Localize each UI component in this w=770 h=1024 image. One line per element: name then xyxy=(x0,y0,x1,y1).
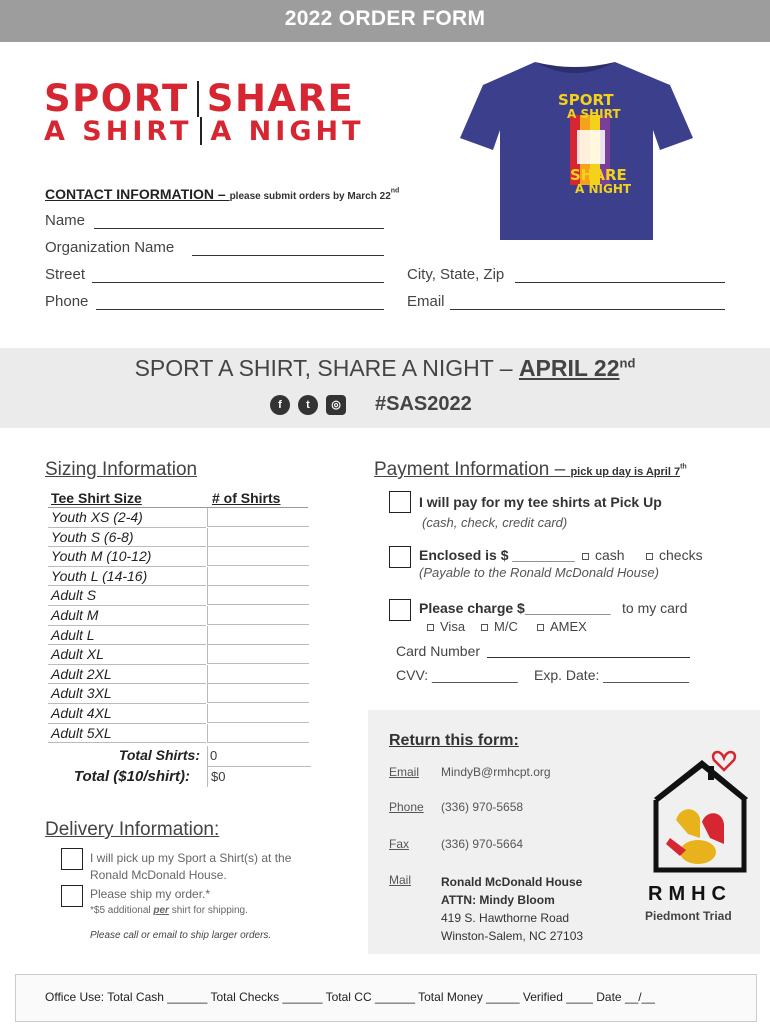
return-fax-value: (336) 970-5664 xyxy=(441,837,524,851)
charge-card-tail: to my card xyxy=(622,600,688,616)
hashtag: #SAS2022 xyxy=(375,393,472,415)
return-email-label: Email xyxy=(389,765,420,779)
rmhc-house-logo xyxy=(640,738,752,888)
ship-label: Please ship my order.* xyxy=(90,887,211,901)
shirt-count-field[interactable] xyxy=(207,528,309,547)
shirt-count-field[interactable] xyxy=(207,508,309,527)
charge-card-checkbox[interactable] xyxy=(389,599,411,621)
shirt-count-field[interactable] xyxy=(207,704,309,723)
city-label: City, State, Zip xyxy=(407,266,505,283)
organization-label: Organization Name xyxy=(45,239,175,256)
size-label: Youth S (6-8) xyxy=(48,528,206,548)
shirt-count-field[interactable] xyxy=(207,626,309,645)
shirt-count-field[interactable] xyxy=(207,645,309,664)
charge-card-label: Please charge $___________ xyxy=(419,600,611,616)
mc-checkbox[interactable] xyxy=(481,624,488,631)
amex-checkbox[interactable] xyxy=(537,624,544,631)
organization-field[interactable] xyxy=(192,255,384,256)
cash-checkbox[interactable] xyxy=(582,553,589,560)
name-label: Name xyxy=(45,212,86,229)
size-label: Adult 3XL xyxy=(48,684,206,704)
size-column-header: Tee Shirt Size xyxy=(51,490,142,506)
street-label: Street xyxy=(45,266,86,283)
card-number-label: Card Number xyxy=(396,643,481,659)
instagram-icon[interactable]: ◎ xyxy=(326,395,346,415)
size-label: Adult 5XL xyxy=(48,724,206,744)
name-field[interactable] xyxy=(94,228,384,229)
return-mail-address: Ronald McDonald House ATTN: Mindy Bloom 419 S. Hawthorne Road Winston-Salem, NC 27103 xyxy=(441,875,584,943)
form-title: 2022 ORDER FORM xyxy=(284,7,486,30)
return-phone-value: (336) 970-5658 xyxy=(441,800,524,814)
total-shirts-label: Total Shirts: xyxy=(118,747,200,763)
pay-at-pickup-note: (cash, check, credit card) xyxy=(422,515,568,530)
size-label: Adult 2XL xyxy=(48,665,206,685)
event-date-text: SPORT A SHIRT, SHARE A NIGHT – APRIL 22nd xyxy=(134,355,636,381)
email-label: Email xyxy=(407,293,445,310)
ship-checkbox[interactable] xyxy=(61,885,83,907)
enclosed-label: Enclosed is $ ________ xyxy=(419,547,575,563)
total-cost-label: Total ($10/shirt): xyxy=(73,768,190,785)
shirt-count-field[interactable] xyxy=(207,724,309,743)
cvv-field[interactable]: CVV: ___________ xyxy=(396,667,518,683)
mc-option[interactable]: M/C xyxy=(481,619,518,634)
shirt-count-field[interactable] xyxy=(207,547,309,566)
total-shirts-value: 0 xyxy=(207,746,311,767)
pay-at-pickup-label: I will pay for my tee shirts at Pick Up xyxy=(419,494,662,510)
shirt-count-field[interactable] xyxy=(207,606,309,625)
delivery-heading: Delivery Information: xyxy=(45,819,220,840)
city-field[interactable] xyxy=(515,282,725,283)
larger-orders-note: Please call or email to ship larger orders. xyxy=(90,930,272,941)
checks-option[interactable]: checks xyxy=(646,547,703,563)
pickup-label: I will pick up my Sport a Shirt(s) at the Ronald McDonald House. xyxy=(90,851,292,882)
return-heading: Return this form: xyxy=(389,732,519,749)
amex-option[interactable]: AMEX xyxy=(537,619,587,634)
shipping-note: *$5 additional per shirt for shipping. xyxy=(90,905,248,916)
return-phone-label: Phone xyxy=(389,800,424,814)
pay-at-pickup-checkbox[interactable] xyxy=(389,491,411,513)
email-field[interactable] xyxy=(450,309,725,310)
shirt-count-field[interactable] xyxy=(207,586,309,605)
contact-heading: CONTACT INFORMATION – please submit orders by March 22nd xyxy=(45,186,400,202)
phone-field[interactable] xyxy=(96,309,384,310)
size-label: Adult M xyxy=(48,606,206,626)
facebook-icon[interactable]: f xyxy=(270,395,290,415)
street-field[interactable] xyxy=(92,282,384,283)
office-use-line: Office Use: Total Cash ______ Total Checks ______ Total CC ______ Total Money _____ Verified ____ Date __/__ xyxy=(45,990,655,1004)
return-mail-label: Mail xyxy=(389,873,412,887)
size-label: Adult XL xyxy=(48,645,206,665)
svg-text:A SHIRT: A SHIRT xyxy=(567,107,621,121)
event-logo: SPORT SHARE A SHIRT A NIGHT xyxy=(44,77,365,147)
rmhc-wordmark: RMHC xyxy=(648,883,732,905)
size-label: Adult L xyxy=(48,626,206,646)
rmhc-chapter: Piedmont Triad xyxy=(645,909,732,923)
return-email-value[interactable]: MindyB@rmhcpt.org xyxy=(441,765,551,779)
cash-option[interactable]: cash xyxy=(582,547,625,563)
size-label: Adult 4XL xyxy=(48,704,206,724)
enclosed-checkbox[interactable] xyxy=(389,546,411,568)
size-label: Youth L (14-16) xyxy=(48,567,206,587)
checks-checkbox[interactable] xyxy=(646,553,653,560)
svg-text:SHARE: SHARE xyxy=(570,166,627,184)
enclosed-note: (Payable to the Ronald McDonald House) xyxy=(419,565,659,580)
visa-option[interactable]: Visa xyxy=(427,619,465,634)
count-column-header: # of Shirts xyxy=(212,490,281,506)
total-cost-value: $0 xyxy=(207,767,312,787)
card-number-field[interactable] xyxy=(487,657,690,658)
pickup-checkbox[interactable] xyxy=(61,848,83,870)
payment-heading: Payment Information – pick up day is April 7th xyxy=(374,459,687,480)
svg-text:SPORT: SPORT xyxy=(558,91,614,109)
shirt-count-field[interactable] xyxy=(207,567,309,586)
visa-checkbox[interactable] xyxy=(427,624,434,631)
size-label: Youth XS (2-4) xyxy=(48,508,206,528)
twitter-icon[interactable]: t xyxy=(298,395,318,415)
size-label: Youth M (10-12) xyxy=(48,547,206,567)
shirt-count-field[interactable] xyxy=(207,684,309,703)
tshirt-image xyxy=(455,50,695,245)
shirt-count-field[interactable] xyxy=(207,665,309,684)
svg-text:A NIGHT: A NIGHT xyxy=(575,182,632,196)
exp-date-field[interactable]: Exp. Date: ___________ xyxy=(534,667,689,683)
sizing-heading: Sizing Information xyxy=(45,459,198,480)
return-fax-label: Fax xyxy=(389,837,410,851)
size-label: Adult S xyxy=(48,586,206,606)
phone-label: Phone xyxy=(45,293,89,310)
